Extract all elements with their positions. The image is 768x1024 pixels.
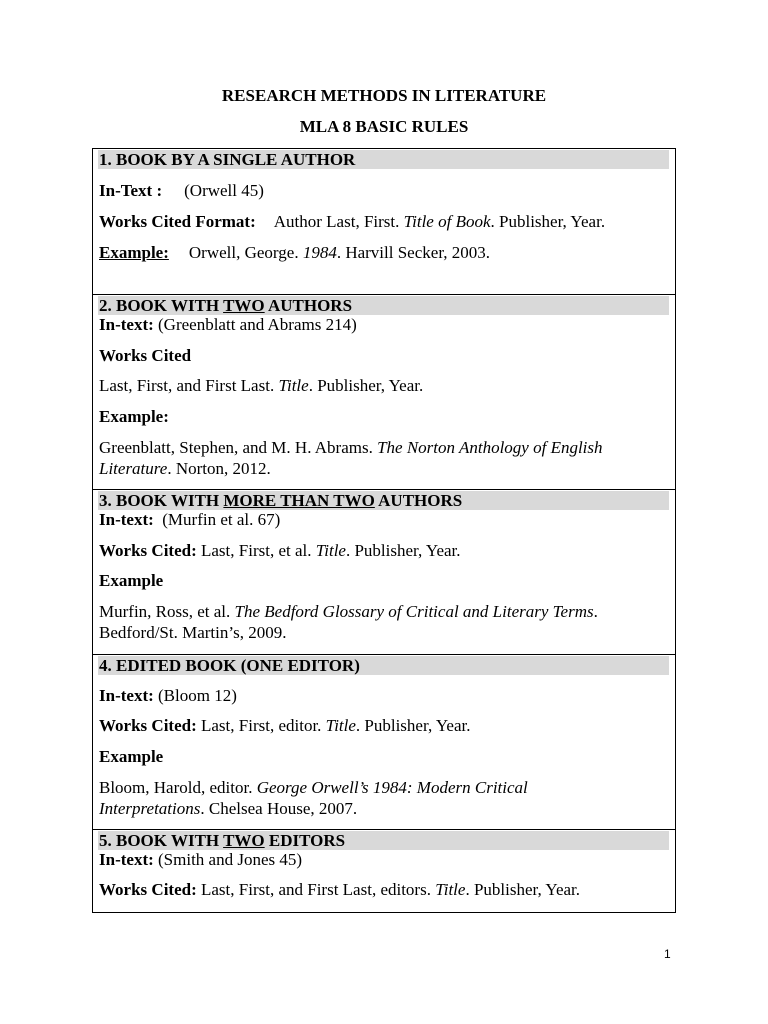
rules-table — [92, 148, 676, 913]
section-header: 2. BOOK WITH TWO AUTHORS — [98, 296, 669, 315]
works-cited-label: Works Cited — [99, 346, 192, 365]
intext-line: In-text: (Greenblatt and Abrams 214) — [99, 315, 357, 334]
example-text: Greenblatt, Stephen, and M. H. Abrams. The Norton Anthology of English Literature. Norton, 2012. — [99, 438, 603, 478]
section-header: 1. BOOK BY A SINGLE AUTHOR — [98, 150, 669, 169]
section-header: 5. BOOK WITH TWO EDITORS — [98, 831, 669, 850]
section-header: 4. EDITED BOOK (ONE EDITOR) — [98, 656, 669, 675]
intext-line: In-text: (Smith and Jones 45) — [99, 850, 303, 869]
example-text: Bloom, Harold, editor. George Orwell’s 1984: Modern Critical Interpretations. Chelsea House, 2007. — [99, 778, 528, 818]
intext-line: In-text: (Murfin et al. 67) — [99, 510, 281, 529]
works-cited-line: Works Cited: Last, First, et al. Title. Publisher, Year. — [99, 541, 461, 560]
section-more-than-two-authors — [93, 489, 675, 654]
page-subtitle: MLA 8 BASIC RULES — [299, 117, 469, 136]
works-cited-format: Last, First, and First Last. Title. Publisher, Year. — [99, 376, 424, 395]
section-two-authors — [93, 294, 675, 489]
section-edited-book — [93, 654, 675, 829]
section-header: 3. BOOK WITH MORE THAN TWO AUTHORS — [98, 491, 669, 510]
example-line: Example: Orwell, George. 1984. Harvill Secker, 2003. — [99, 243, 491, 262]
example-label: Example: — [99, 407, 169, 426]
works-cited-line: Works Cited Format: Author Last, First. Title of Book. Publisher, Year. — [99, 212, 606, 231]
example-label: Example — [99, 571, 164, 590]
intext-line: In-text: (Bloom 12) — [99, 686, 237, 705]
example-text: Murfin, Ross, et al. The Bedford Glossary of Critical and Literary Terms. Bedford/St. Martin’s, 2009. — [99, 602, 598, 642]
section-two-editors — [93, 829, 675, 912]
page-title: RESEARCH METHODS IN LITERATURE — [221, 86, 547, 105]
section-single-author — [93, 150, 675, 294]
page-number: 1 — [664, 947, 671, 961]
works-cited-line: Works Cited: Last, First, editor. Title. Publisher, Year. — [99, 716, 471, 735]
intext-line: In-Text : (Orwell 45) — [99, 181, 264, 200]
works-cited-line: Works Cited: Last, First, and First Last, editors. Title. Publisher, Year. — [99, 880, 581, 899]
example-label: Example — [99, 747, 164, 766]
